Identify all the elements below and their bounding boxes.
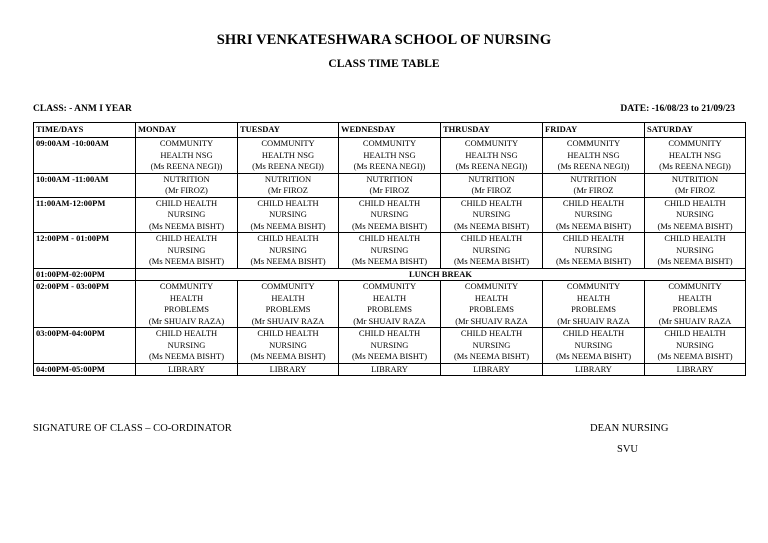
class-cell-line: NURSING <box>370 339 409 350</box>
class-cell <box>136 233 238 269</box>
document-title: CLASS TIME TABLE <box>328 58 440 70</box>
class-cell-line: CHILD HEALTH <box>358 233 421 243</box>
column-header: THRUSDAY <box>441 123 543 138</box>
class-cell-line: (Mr SHUAIV RAZA <box>353 315 426 326</box>
class-cell-line: (Ms REENA NEGI)) <box>353 161 426 171</box>
class-cell-line: HEALTH <box>474 292 509 303</box>
column-header: WEDNESDAY <box>339 123 441 138</box>
coordinator-signature: SIGNATURE OF CLASS – CO-ORDINATOR <box>33 423 232 434</box>
school-title: SHRI VENKATESHWARA SCHOOL OF NURSING <box>216 32 552 48</box>
class-cell-line: (Ms NEEMA BISHT) <box>351 256 428 266</box>
class-cell-line: NUTRITION <box>264 173 312 184</box>
class-cell-line: PROBLEMS <box>571 304 616 314</box>
table-header-row <box>34 123 746 138</box>
class-cell <box>441 281 543 328</box>
class-cell-line: (Ms REENA NEGI)) <box>150 161 223 171</box>
class-cell-line: (Ms NEEMA BISHT) <box>657 220 733 231</box>
class-cell-line: (Ms NEEMA BISHT) <box>351 351 428 361</box>
class-cell-line: PROBLEMS <box>265 304 311 314</box>
class-cell <box>543 328 645 364</box>
class-cell-line: (Mr FIROZ <box>268 185 308 195</box>
dean-signature-institution: SVU <box>617 444 639 455</box>
time-slot-cell: 02:00PM - 03:00PM <box>34 281 136 328</box>
class-cell-line: NURSING <box>472 339 511 350</box>
class-cell-line: NURSING <box>269 244 307 255</box>
class-cell <box>645 328 746 364</box>
class-cell-line: (Ms NEEMA BISHT) <box>555 256 632 266</box>
class-cell <box>339 328 441 364</box>
class-cell-line: CHILD HEALTH <box>358 197 421 208</box>
class-cell-line: PROBLEMS <box>469 304 514 314</box>
class-cell-line: LIBRARY <box>473 363 510 374</box>
timetable-body <box>34 138 746 376</box>
class-cell-line: NURSING <box>167 209 206 219</box>
class-cell-line: COMMUNITY <box>362 138 417 148</box>
class-cell-line: (Ms NEEMA BISHT) <box>148 256 225 266</box>
class-cell <box>543 233 645 269</box>
time-slot-cell: 01:00PM-02:00PM <box>34 268 136 281</box>
class-cell-line: (Mr FIROZ <box>369 185 410 195</box>
class-cell-line: CHILD HEALTH <box>358 328 421 338</box>
class-cell <box>441 328 543 364</box>
class-cell-line: COMMUNITY <box>362 281 417 291</box>
class-cell-line: NURSING <box>676 244 714 255</box>
class-cell-line: (Ms NEEMA BISHT) <box>351 220 428 231</box>
class-cell-line: NUTRITION <box>570 173 617 184</box>
class-cell-line: COMMUNITY <box>159 281 214 291</box>
class-cell <box>238 233 339 269</box>
dean-signature: DEAN NURSING <box>590 423 669 434</box>
table-row <box>34 233 746 269</box>
class-cell-line: CHILD HEALTH <box>257 197 319 208</box>
class-cell-line: NURSING <box>370 209 409 219</box>
class-cell-line: (Ms NEEMA BISHT) <box>250 220 326 231</box>
class-cell-line: (Ms NEEMA BISHT) <box>453 220 530 231</box>
class-cell <box>136 197 238 233</box>
class-cell-line: NURSING <box>269 209 307 219</box>
table-row <box>34 363 746 376</box>
class-cell-line: (Ms NEEMA BISHT) <box>555 220 632 231</box>
class-cell-line: HEALTH <box>372 292 407 303</box>
class-cell-line: (Mr SHUAIV RAZA) <box>148 315 225 326</box>
class-cell-line: (Mr FIROZ <box>675 185 715 195</box>
class-cell-line: (Ms NEEMA BISHT) <box>250 256 326 266</box>
class-cell-line: HEALTH NSG <box>668 149 722 160</box>
table-row <box>34 328 746 364</box>
class-cell-line: COMMUNITY <box>668 138 722 148</box>
class-cell-line: COMMUNITY <box>261 281 315 291</box>
class-cell <box>136 173 238 197</box>
class-cell-line: CHILD HEALTH <box>664 233 726 243</box>
column-header: TIME/DAYS <box>34 123 136 138</box>
class-cell <box>645 233 746 269</box>
class-cell-line: COMMUNITY <box>566 281 621 291</box>
class-cell-line: (Ms REENA NEGI)) <box>252 161 324 171</box>
class-cell-line: NURSING <box>676 209 714 219</box>
class-cell <box>441 363 543 376</box>
class-cell <box>136 138 238 174</box>
class-cell-line: (Mr FIROZ) <box>165 185 208 195</box>
class-cell-line: CHILD HEALTH <box>155 197 218 208</box>
class-cell-line: HEALTH NSG <box>465 149 518 160</box>
class-cell-line: HEALTH NSG <box>160 149 213 160</box>
class-cell-line: NUTRITION <box>366 173 413 184</box>
column-header: FRIDAY <box>543 123 645 138</box>
class-cell-line: (Ms NEEMA BISHT) <box>453 351 530 361</box>
class-cell-line: CHILD HEALTH <box>460 233 523 243</box>
table-row <box>34 268 746 281</box>
class-cell-line: COMMUNITY <box>159 138 214 148</box>
time-slot-cell: 03:00PM-04:00PM <box>34 328 136 364</box>
class-cell-line: HEALTH NSG <box>567 149 620 160</box>
class-cell <box>238 328 339 364</box>
class-cell-line: NURSING <box>370 244 409 255</box>
class-cell-line: NUTRITION <box>163 173 210 184</box>
class-cell <box>238 281 339 328</box>
class-cell-line: (Ms REENA NEGI)) <box>455 161 528 171</box>
class-cell-line: (Ms NEEMA BISHT) <box>250 351 326 361</box>
class-cell <box>441 197 543 233</box>
class-cell-line: COMMUNITY <box>668 281 722 291</box>
class-cell-line: HEALTH NSG <box>261 149 315 160</box>
timetable <box>33 122 746 376</box>
class-cell <box>339 363 441 376</box>
class-cell-line: CHILD HEALTH <box>562 197 625 208</box>
column-header: SATURDAY <box>645 123 746 138</box>
class-cell-line: PROBLEMS <box>367 304 412 314</box>
column-header: MONDAY <box>136 123 238 138</box>
class-cell-line: HEALTH NSG <box>363 149 416 160</box>
time-slot-cell: 11:00AM-12:00PM <box>34 197 136 233</box>
class-cell <box>136 363 238 376</box>
class-cell <box>543 173 645 197</box>
class-cell-line: HEALTH <box>576 292 611 303</box>
class-cell <box>441 138 543 174</box>
class-cell-line: COMMUNITY <box>566 138 621 148</box>
class-cell-line: LIBRARY <box>676 363 714 374</box>
class-cell-line: NURSING <box>676 339 714 350</box>
class-cell-line: CHILD HEALTH <box>664 328 726 338</box>
class-cell <box>339 233 441 269</box>
class-cell-line: NURSING <box>472 244 511 255</box>
class-cell-line: (Mr SHUAIV RAZA <box>658 315 732 326</box>
class-cell-line: LIBRARY <box>269 363 307 374</box>
table-row <box>34 281 746 328</box>
class-cell <box>136 328 238 364</box>
class-cell-line: HEALTH <box>271 292 305 303</box>
class-cell <box>238 138 339 174</box>
class-cell-line: (Mr SHUAIV RAZA <box>557 315 630 326</box>
class-cell-line: NUTRITION <box>671 173 719 184</box>
class-cell-line: NURSING <box>574 339 613 350</box>
class-cell <box>645 363 746 376</box>
class-cell-line: NURSING <box>574 209 613 219</box>
class-cell <box>136 281 238 328</box>
class-cell-line: CHILD HEALTH <box>155 233 218 243</box>
class-cell <box>238 363 339 376</box>
class-cell <box>543 281 645 328</box>
class-cell-line: CHILD HEALTH <box>460 328 523 338</box>
class-cell <box>645 197 746 233</box>
class-cell <box>339 138 441 174</box>
class-cell-line: HEALTH <box>169 292 204 303</box>
column-header: TUESDAY <box>238 123 339 138</box>
class-cell-line: CHILD HEALTH <box>257 233 319 243</box>
class-cell <box>645 173 746 197</box>
time-slot-cell: 10:00AM -11:00AM <box>34 173 136 197</box>
class-cell <box>543 138 645 174</box>
class-cell <box>645 281 746 328</box>
class-cell-line: COMMUNITY <box>261 138 315 148</box>
class-cell-line: (Ms NEEMA BISHT) <box>148 220 225 231</box>
class-cell-line: (Ms REENA NEGI)) <box>659 161 731 171</box>
class-cell-line: (Ms NEEMA BISHT) <box>453 256 530 266</box>
date-label: DATE: -16/08/23 to 21/09/23 <box>620 104 735 114</box>
class-cell <box>441 173 543 197</box>
lunch-break-cell: LUNCH BREAK <box>136 268 746 281</box>
class-cell-line: LIBRARY <box>371 363 408 374</box>
class-cell-line: COMMUNITY <box>464 138 519 148</box>
class-cell-line: CHILD HEALTH <box>562 233 625 243</box>
class-cell-line: NURSING <box>167 339 206 350</box>
class-cell-line: (Mr FIROZ <box>573 185 614 195</box>
class-cell <box>339 173 441 197</box>
class-cell-line: CHILD HEALTH <box>155 328 218 338</box>
class-cell-line: NURSING <box>472 209 511 219</box>
class-cell <box>441 233 543 269</box>
class-cell-line: CHILD HEALTH <box>664 197 726 208</box>
class-cell-line: (Mr SHUAIV RAZA <box>251 315 325 326</box>
class-cell-line: (Ms NEEMA BISHT) <box>148 351 225 361</box>
class-cell-line: NURSING <box>167 244 206 255</box>
time-slot-cell: 12:00PM - 01:00PM <box>34 233 136 269</box>
class-cell-line: PROBLEMS <box>164 304 209 314</box>
class-cell-line: LIBRARY <box>168 363 205 374</box>
class-cell-line: LIBRARY <box>575 363 612 374</box>
class-cell-line: COMMUNITY <box>464 281 519 291</box>
table-row <box>34 138 746 174</box>
class-cell <box>645 138 746 174</box>
class-cell-line: NUTRITION <box>468 173 515 184</box>
class-cell-line: CHILD HEALTH <box>460 197 523 208</box>
class-cell <box>238 197 339 233</box>
class-cell-line: (Ms NEEMA BISHT) <box>657 256 733 266</box>
class-cell-line: HEALTH <box>678 292 712 303</box>
class-cell-line: (Mr FIROZ <box>471 185 512 195</box>
time-slot-cell: 04:00PM-05:00PM <box>34 363 136 376</box>
class-cell-line: CHILD HEALTH <box>562 328 625 338</box>
class-cell <box>543 363 645 376</box>
table-row <box>34 173 746 197</box>
class-cell <box>543 197 645 233</box>
class-cell-line: NURSING <box>574 244 613 255</box>
class-cell-line: (Mr SHUAIV RAZA <box>455 315 528 326</box>
class-cell <box>339 197 441 233</box>
class-cell <box>238 173 339 197</box>
class-cell <box>339 281 441 328</box>
table-row <box>34 197 746 233</box>
class-cell-line: NURSING <box>269 339 307 350</box>
class-cell-line: (Ms NEEMA BISHT) <box>555 351 632 361</box>
class-cell-line: PROBLEMS <box>672 304 718 314</box>
time-slot-cell: 09:00AM -10:00AM <box>34 138 136 174</box>
class-label: CLASS: - ANM I YEAR <box>33 104 132 114</box>
class-cell-line: CHILD HEALTH <box>257 328 319 338</box>
class-cell-line: (Ms NEEMA BISHT) <box>657 351 733 361</box>
class-cell-line: (Ms REENA NEGI)) <box>557 161 630 171</box>
